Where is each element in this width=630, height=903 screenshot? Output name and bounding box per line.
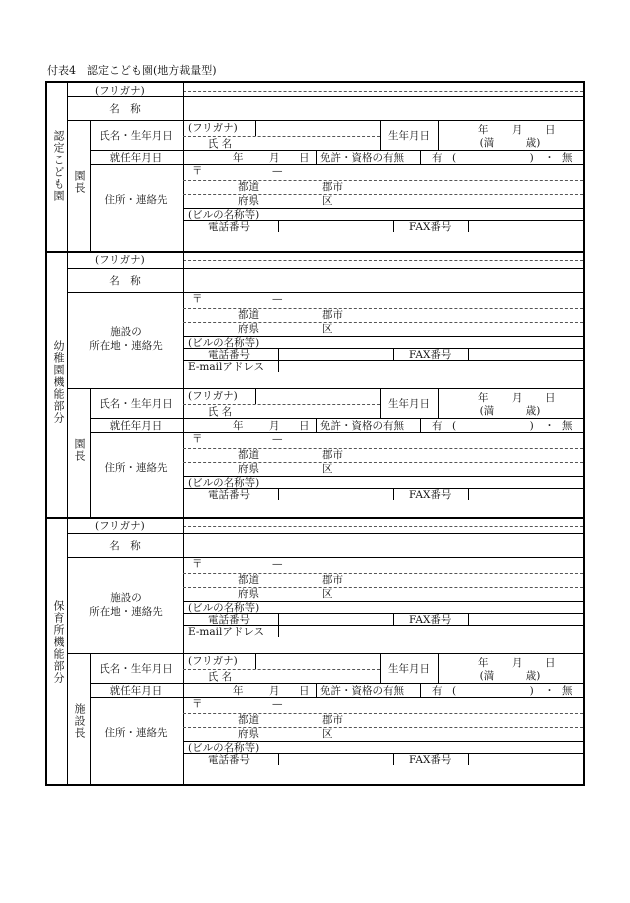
city-label-bottom: 区 bbox=[322, 195, 333, 207]
address-contact-label: 住所・連絡先 bbox=[104, 727, 168, 739]
license-value-divider bbox=[420, 150, 421, 164]
rule-line bbox=[90, 150, 583, 151]
fax-label-divider bbox=[393, 220, 394, 232]
fax-label: FAX番号 bbox=[409, 221, 452, 233]
birth-value-divider bbox=[438, 120, 439, 150]
frame-left bbox=[45, 81, 47, 784]
inaug-month-unit: 月 bbox=[269, 152, 280, 164]
head-name-label: 氏 名 bbox=[207, 406, 233, 418]
facility-location-label-2: 所在地・連絡先 bbox=[89, 606, 163, 618]
section2-title: 幼稚園機能部分 bbox=[52, 340, 65, 424]
pref-label-bottom: 府県 bbox=[238, 195, 259, 207]
month-unit: 月 bbox=[512, 392, 523, 404]
inaug-day-unit: 日 bbox=[299, 420, 310, 432]
tel-label: 電話番号 bbox=[208, 349, 250, 361]
license-divider bbox=[316, 418, 317, 432]
city-label-bottom: 区 bbox=[322, 463, 333, 475]
birth-value-divider bbox=[438, 653, 439, 683]
postal-dash: — bbox=[272, 165, 283, 177]
postal-mark: 〒 bbox=[192, 698, 203, 710]
license-divider bbox=[316, 683, 317, 697]
birth-value-divider bbox=[438, 388, 439, 418]
email-label: E-mailアドレス bbox=[188, 626, 265, 638]
building-label: (ビルの名称等) bbox=[188, 209, 260, 221]
year-unit: 年 bbox=[478, 657, 489, 669]
pref-label-bottom: 府県 bbox=[238, 323, 259, 335]
city-label-bottom: 区 bbox=[322, 728, 333, 740]
fax-label-divider bbox=[393, 348, 394, 360]
birthdate-label: 生年月日 bbox=[388, 398, 430, 410]
rule-line bbox=[67, 533, 583, 534]
label-column-border bbox=[183, 517, 184, 653]
rule-line bbox=[90, 388, 583, 389]
fax-label: FAX番号 bbox=[409, 349, 452, 361]
birth-divider bbox=[380, 653, 381, 683]
tel-label: 電話番号 bbox=[208, 221, 250, 233]
tel-label: 電話番号 bbox=[208, 489, 250, 501]
fax-label-divider bbox=[393, 613, 394, 625]
fax-value-divider bbox=[468, 488, 469, 500]
facility-name-label: 名 称 bbox=[109, 103, 141, 115]
frame-bottom bbox=[45, 784, 585, 786]
name-birth-label: 氏名・生年月日 bbox=[99, 130, 173, 142]
rule-line bbox=[67, 268, 583, 269]
rule-line bbox=[90, 164, 583, 165]
license-value-divider bbox=[420, 683, 421, 697]
building-label: (ビルの名称等) bbox=[188, 602, 260, 614]
dashed-rule bbox=[183, 136, 380, 137]
fax-value-divider bbox=[468, 220, 469, 232]
head-furigana-label: (フリガナ) bbox=[188, 390, 238, 402]
dashed-rule bbox=[183, 404, 380, 405]
label-column-border bbox=[183, 388, 184, 517]
tel-divider bbox=[278, 348, 279, 372]
month-unit: 月 bbox=[512, 657, 523, 669]
dashed-rule bbox=[183, 91, 583, 92]
inauguration-label: 就任年月日 bbox=[109, 685, 163, 697]
head-furigana-label: (フリガナ) bbox=[188, 122, 238, 134]
day-unit: 日 bbox=[545, 392, 556, 404]
head-inner-border bbox=[90, 120, 91, 251]
head-name-label: 氏 名 bbox=[207, 138, 233, 150]
section-title-border bbox=[67, 517, 68, 784]
city-label-top: 郡市 bbox=[322, 181, 343, 193]
name-birth-label: 氏名・生年月日 bbox=[99, 663, 173, 675]
birthdate-label: 生年月日 bbox=[388, 130, 430, 142]
dashed-rule bbox=[183, 260, 583, 261]
section-separator bbox=[45, 517, 583, 519]
email-label: E-mailアドレス bbox=[188, 361, 265, 373]
facility-location-label-1: 施設の bbox=[110, 592, 142, 604]
pref-label-bottom: 府県 bbox=[238, 463, 259, 475]
furigana-divider bbox=[255, 388, 256, 404]
day-unit: 日 bbox=[545, 124, 556, 136]
inaug-year-unit: 年 bbox=[233, 420, 244, 432]
fax-label: FAX番号 bbox=[409, 614, 452, 626]
head-furigana-label: (フリガナ) bbox=[188, 655, 238, 667]
license-label: 免許・資格の有無 bbox=[320, 685, 404, 697]
inaug-month-unit: 月 bbox=[269, 685, 280, 697]
fax-label-divider bbox=[393, 753, 394, 765]
rule-line bbox=[90, 653, 583, 654]
section-title-border bbox=[67, 82, 68, 251]
year-unit: 年 bbox=[478, 392, 489, 404]
label-column-border bbox=[183, 82, 184, 120]
city-label-bottom: 区 bbox=[322, 588, 333, 600]
tel-divider bbox=[278, 220, 279, 232]
inauguration-label: 就任年月日 bbox=[109, 420, 163, 432]
pref-label-top: 都道 bbox=[238, 714, 259, 726]
fax-label: FAX番号 bbox=[409, 754, 452, 766]
postal-mark: 〒 bbox=[192, 293, 203, 305]
fax-value-divider bbox=[468, 348, 469, 360]
license-value-divider bbox=[420, 418, 421, 432]
license-have: 有 bbox=[432, 152, 443, 164]
age-label: (満 歳) bbox=[479, 137, 541, 149]
pref-label-bottom: 府県 bbox=[238, 728, 259, 740]
rule-line bbox=[90, 432, 583, 433]
building-label: (ビルの名称等) bbox=[188, 742, 260, 754]
furigana-label: (フリガナ) bbox=[95, 85, 145, 97]
year-unit: 年 bbox=[478, 124, 489, 136]
fax-label: FAX番号 bbox=[409, 489, 452, 501]
city-label-top: 郡市 bbox=[322, 309, 343, 321]
tel-divider bbox=[278, 613, 279, 637]
dashed-rule bbox=[183, 669, 380, 670]
license-label: 免許・資格の有無 bbox=[320, 420, 404, 432]
dashed-rule bbox=[183, 526, 583, 527]
license-options: ( ) ・ bbox=[452, 420, 555, 432]
furigana-divider bbox=[255, 653, 256, 669]
section1-title: 認定こども園 bbox=[52, 130, 65, 202]
birth-divider bbox=[380, 120, 381, 150]
name-birth-label: 氏名・生年月日 bbox=[99, 398, 173, 410]
month-unit: 月 bbox=[512, 124, 523, 136]
postal-mark: 〒 bbox=[192, 165, 203, 177]
inaug-month-unit: 月 bbox=[269, 420, 280, 432]
birth-divider bbox=[380, 388, 381, 418]
document-title: 付表4 認定こども園(地方裁量型) bbox=[47, 64, 217, 77]
inaug-day-unit: 日 bbox=[299, 685, 310, 697]
age-label: (満 歳) bbox=[479, 670, 541, 682]
building-label: (ビルの名称等) bbox=[188, 337, 260, 349]
label-column-border bbox=[183, 251, 184, 388]
license-have: 有 bbox=[432, 685, 443, 697]
address-contact-label: 住所・連絡先 bbox=[104, 194, 168, 206]
head-inner-border bbox=[90, 653, 91, 784]
rule-line bbox=[67, 557, 583, 558]
rule-line bbox=[90, 697, 583, 698]
furigana-label: (フリガナ) bbox=[95, 254, 145, 266]
city-label-top: 郡市 bbox=[322, 714, 343, 726]
address-contact-label: 住所・連絡先 bbox=[104, 462, 168, 474]
postal-dash: — bbox=[272, 558, 283, 570]
rule-line bbox=[90, 418, 583, 419]
rule-line bbox=[67, 292, 583, 293]
rule-line bbox=[90, 683, 583, 684]
section2-head-label: 園長 bbox=[73, 438, 86, 462]
birthdate-label: 生年月日 bbox=[388, 663, 430, 675]
pref-label-top: 都道 bbox=[238, 449, 259, 461]
age-label: (満 歳) bbox=[479, 405, 541, 417]
day-unit: 日 bbox=[545, 657, 556, 669]
inaug-year-unit: 年 bbox=[233, 685, 244, 697]
fax-value-divider bbox=[468, 753, 469, 765]
city-label-top: 郡市 bbox=[322, 574, 343, 586]
rule-line bbox=[90, 120, 583, 121]
facility-location-label-1: 施設の bbox=[110, 326, 142, 338]
license-divider bbox=[316, 150, 317, 164]
inaug-day-unit: 日 bbox=[299, 152, 310, 164]
section-separator bbox=[45, 251, 583, 253]
facility-name-label: 名 称 bbox=[109, 540, 141, 552]
furigana-label: (フリガナ) bbox=[95, 520, 145, 532]
postal-dash: — bbox=[272, 698, 283, 710]
city-label-bottom: 区 bbox=[322, 323, 333, 335]
inaug-year-unit: 年 bbox=[233, 152, 244, 164]
license-none: 無 bbox=[562, 420, 573, 432]
pref-label-top: 都道 bbox=[238, 181, 259, 193]
frame-top bbox=[45, 81, 583, 83]
pref-label-top: 都道 bbox=[238, 574, 259, 586]
fax-label-divider bbox=[393, 488, 394, 500]
section3-head-label: 施設長 bbox=[73, 703, 86, 739]
postal-mark: 〒 bbox=[192, 433, 203, 445]
facility-location-label-2: 所在地・連絡先 bbox=[89, 340, 163, 352]
section1-head-label: 園長 bbox=[73, 170, 86, 194]
head-inner-border bbox=[90, 388, 91, 517]
label-column-border bbox=[183, 653, 184, 784]
building-label: (ビルの名称等) bbox=[188, 477, 260, 489]
tel-divider bbox=[278, 753, 279, 765]
city-label-top: 郡市 bbox=[322, 449, 343, 461]
section3-title: 保育所機能部分 bbox=[52, 600, 65, 684]
license-none: 無 bbox=[562, 152, 573, 164]
pref-label-top: 都道 bbox=[238, 309, 259, 321]
section-title-border bbox=[67, 251, 68, 517]
tel-divider bbox=[278, 488, 279, 500]
license-have: 有 bbox=[432, 420, 443, 432]
tel-label: 電話番号 bbox=[208, 614, 250, 626]
label-column-border bbox=[183, 120, 184, 251]
license-options: ( ) ・ bbox=[452, 685, 555, 697]
tel-label: 電話番号 bbox=[208, 754, 250, 766]
fax-value-divider bbox=[468, 613, 469, 625]
inauguration-label: 就任年月日 bbox=[109, 152, 163, 164]
frame-right bbox=[583, 81, 585, 784]
postal-dash: — bbox=[272, 293, 283, 305]
head-name-label: 氏 名 bbox=[207, 671, 233, 683]
pref-label-bottom: 府県 bbox=[238, 588, 259, 600]
postal-mark: 〒 bbox=[192, 558, 203, 570]
facility-name-label: 名 称 bbox=[109, 275, 141, 287]
postal-dash: — bbox=[272, 433, 283, 445]
license-label: 免許・資格の有無 bbox=[320, 152, 404, 164]
license-none: 無 bbox=[562, 685, 573, 697]
license-options: ( ) ・ bbox=[452, 152, 555, 164]
furigana-divider bbox=[255, 120, 256, 136]
